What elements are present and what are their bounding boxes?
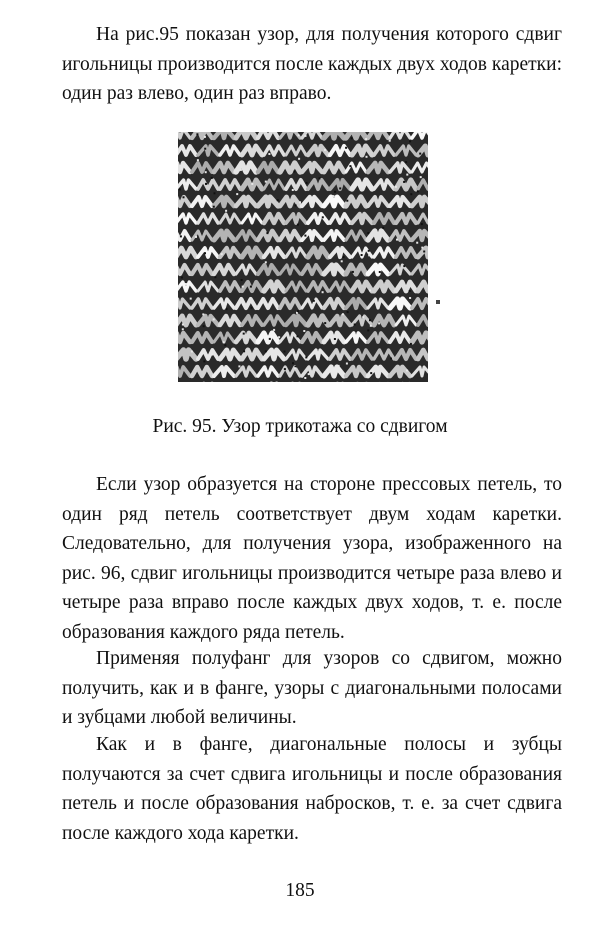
- texture-speck: [403, 181, 405, 183]
- texture-speck: [368, 254, 370, 256]
- stitch-zigzag: [214, 231, 234, 240]
- texture-speck: [214, 276, 216, 278]
- texture-speck: [416, 242, 418, 244]
- texture-speck: [213, 206, 215, 208]
- texture-speck: [332, 195, 334, 197]
- texture-speck: [266, 232, 268, 234]
- texture-speck: [361, 254, 363, 256]
- texture-speck: [366, 156, 368, 158]
- paragraph-1-text: На рис.95 показан узор, для получения которого сдвиг игольницы производится после каждых двух ходов каретки: один раз влево, один раз вправо.: [62, 24, 562, 104]
- texture-speck: [297, 335, 299, 337]
- texture-speck: [420, 176, 422, 178]
- texture-speck: [214, 192, 216, 194]
- texture-speck: [265, 350, 267, 352]
- texture-speck: [421, 247, 423, 249]
- texture-speck: [284, 351, 286, 353]
- texture-speck: [278, 336, 280, 338]
- paragraph-4: [62, 730, 562, 848]
- texture-speck: [292, 189, 294, 191]
- texture-speck: [196, 133, 198, 135]
- texture-speck: [379, 271, 381, 273]
- texture-speck: [221, 253, 223, 255]
- texture-speck: [409, 140, 411, 142]
- texture-speck: [265, 261, 267, 263]
- stitch-zigzag: [368, 132, 388, 138]
- texture-speck: [370, 325, 372, 327]
- texture-speck: [419, 153, 421, 155]
- texture-speck: [273, 329, 275, 331]
- texture-speck: [324, 149, 326, 151]
- texture-speck: [181, 277, 183, 279]
- texture-speck: [298, 134, 300, 136]
- texture-speck: [242, 303, 244, 305]
- stitch-zigzag: [236, 132, 256, 138]
- texture-speck: [226, 308, 228, 310]
- texture-speck: [304, 235, 306, 237]
- texture-speck: [319, 204, 321, 206]
- stitch-zigzag: [324, 367, 344, 376]
- texture-speck: [190, 298, 192, 300]
- texture-speck: [205, 171, 207, 173]
- scan-speck: [436, 300, 440, 304]
- texture-speck: [204, 252, 206, 254]
- texture-speck: [182, 328, 184, 330]
- paragraph-1: [62, 20, 562, 109]
- texture-speck: [378, 322, 380, 324]
- texture-speck: [351, 137, 353, 139]
- stitch-zigzag: [192, 132, 212, 138]
- texture-speck: [369, 319, 371, 321]
- texture-speck: [294, 367, 296, 369]
- texture-speck: [395, 186, 397, 188]
- texture-speck: [423, 251, 425, 253]
- texture-speck: [421, 223, 423, 225]
- texture-speck: [202, 313, 204, 315]
- texture-speck: [203, 325, 205, 327]
- texture-speck: [409, 290, 411, 292]
- texture-speck: [342, 313, 344, 315]
- paragraph-2-text: Если узор образуется на стороне прессовых петель, то один ряд петель соответствует двум ходам каретки. Следовательно, для получения узора, изображенного на рис. 96, сдвиг игольницы производится четыре раза влево и четыре раза вправо после каждых двух ходов, т. е. после образования каждого ряда петель.: [62, 474, 562, 643]
- knit-pattern-image: [178, 132, 428, 382]
- texture-speck: [305, 356, 307, 358]
- page-number: 185: [285, 880, 315, 901]
- paragraph-3: [62, 644, 562, 733]
- texture-speck: [238, 365, 240, 367]
- texture-speck: [251, 307, 253, 309]
- texture-speck: [205, 183, 207, 185]
- texture-speck: [284, 368, 286, 370]
- texture-speck: [293, 171, 295, 173]
- texture-speck: [224, 344, 226, 346]
- texture-speck: [241, 279, 243, 281]
- stitch-zigzag: [346, 132, 366, 138]
- texture-speck: [369, 290, 371, 292]
- texture-speck: [396, 239, 398, 241]
- knit-pattern-figure: [178, 132, 428, 382]
- texture-speck: [242, 286, 244, 288]
- texture-speck: [196, 187, 198, 189]
- texture-speck: [409, 297, 411, 299]
- texture-speck: [334, 338, 336, 340]
- texture-speck: [183, 216, 185, 218]
- texture-speck: [389, 140, 391, 142]
- texture-speck: [240, 169, 242, 171]
- texture-speck: [236, 193, 238, 195]
- paragraph-2: [62, 470, 562, 647]
- texture-speck: [365, 138, 367, 140]
- texture-speck: [298, 158, 300, 160]
- texture-speck: [292, 362, 294, 364]
- texture-speck: [354, 324, 356, 326]
- texture-speck: [410, 193, 412, 195]
- texture-speck: [303, 330, 305, 332]
- texture-speck: [304, 377, 306, 379]
- texture-speck: [204, 148, 206, 150]
- texture-speck: [195, 236, 197, 238]
- texture-speck: [352, 271, 354, 273]
- texture-speck: [349, 165, 351, 167]
- texture-speck: [299, 201, 301, 203]
- texture-speck: [204, 136, 206, 138]
- texture-speck: [384, 372, 386, 374]
- stitch-zigzag: [324, 132, 344, 138]
- texture-speck: [341, 260, 343, 262]
- texture-speck: [410, 343, 412, 345]
- texture-speck: [406, 370, 408, 372]
- texture-speck: [250, 286, 252, 288]
- texture-speck: [191, 351, 193, 353]
- figure-caption: Рис. 95. Узор трикотажа со сдвигом: [152, 416, 448, 437]
- texture-speck: [314, 353, 316, 355]
- texture-speck: [180, 235, 182, 237]
- texture-speck: [368, 250, 370, 252]
- texture-speck: [185, 185, 187, 187]
- texture-speck: [383, 280, 385, 282]
- texture-speck: [211, 177, 213, 179]
- texture-speck: [367, 232, 369, 234]
- texture-speck: [297, 310, 299, 312]
- texture-speck: [334, 191, 336, 193]
- texture-speck: [338, 365, 340, 367]
- texture-speck: [182, 324, 184, 326]
- texture-speck: [362, 316, 364, 318]
- texture-speck: [390, 358, 392, 360]
- paragraph-4-text: Как и в фанге, диагональные полосы и зубцы получаются за счет сдвига игольницы и после образования петель и после образования набросков, т. е. за счет сдвига после каждого хода каретки.: [62, 734, 562, 844]
- texture-speck: [382, 227, 384, 229]
- texture-speck: [277, 199, 279, 201]
- texture-speck: [183, 196, 185, 198]
- texture-speck: [346, 363, 348, 365]
- texture-speck: [251, 183, 253, 185]
- texture-speck: [308, 373, 310, 375]
- texture-speck: [211, 354, 213, 356]
- stitch-zigzag: [368, 231, 388, 240]
- texture-speck: [305, 135, 307, 137]
- texture-speck: [417, 190, 419, 192]
- texture-speck: [345, 147, 347, 149]
- texture-speck: [243, 350, 245, 352]
- texture-speck: [269, 338, 271, 340]
- texture-speck: [297, 224, 299, 226]
- texture-speck: [225, 210, 227, 212]
- texture-speck: [179, 188, 181, 190]
- texture-speck: [322, 291, 324, 293]
- texture-speck: [403, 265, 405, 267]
- stitch-zigzag: [390, 299, 410, 308]
- texture-speck: [306, 182, 308, 184]
- texture-speck: [319, 177, 321, 179]
- texture-speck: [265, 181, 267, 183]
- texture-speck: [213, 318, 215, 320]
- texture-speck: [403, 331, 405, 333]
- texture-speck: [223, 341, 225, 343]
- texture-speck: [322, 216, 324, 218]
- texture-speck: [343, 256, 345, 258]
- texture-speck: [197, 159, 199, 161]
- texture-speck: [185, 283, 187, 285]
- texture-speck: [367, 329, 369, 331]
- texture-speck: [295, 204, 297, 206]
- texture-speck: [339, 187, 341, 189]
- texture-speck: [324, 322, 326, 324]
- texture-speck: [405, 161, 407, 163]
- texture-speck: [370, 372, 372, 374]
- paragraph-3-text: Применяя полуфанг для узоров со сдвигом, можно получить, как и в фанге, узоры с диагональными полосами и зубцами любой величины.: [62, 648, 562, 728]
- stitch-zigzag: [214, 132, 234, 138]
- texture-speck: [203, 360, 205, 362]
- texture-speck: [268, 153, 270, 155]
- texture-speck: [203, 349, 205, 351]
- texture-speck: [313, 300, 315, 302]
- texture-speck: [243, 333, 245, 335]
- texture-speck: [347, 311, 349, 313]
- stitch-zigzag: [324, 197, 344, 206]
- texture-speck: [406, 174, 408, 176]
- texture-speck: [346, 200, 348, 202]
